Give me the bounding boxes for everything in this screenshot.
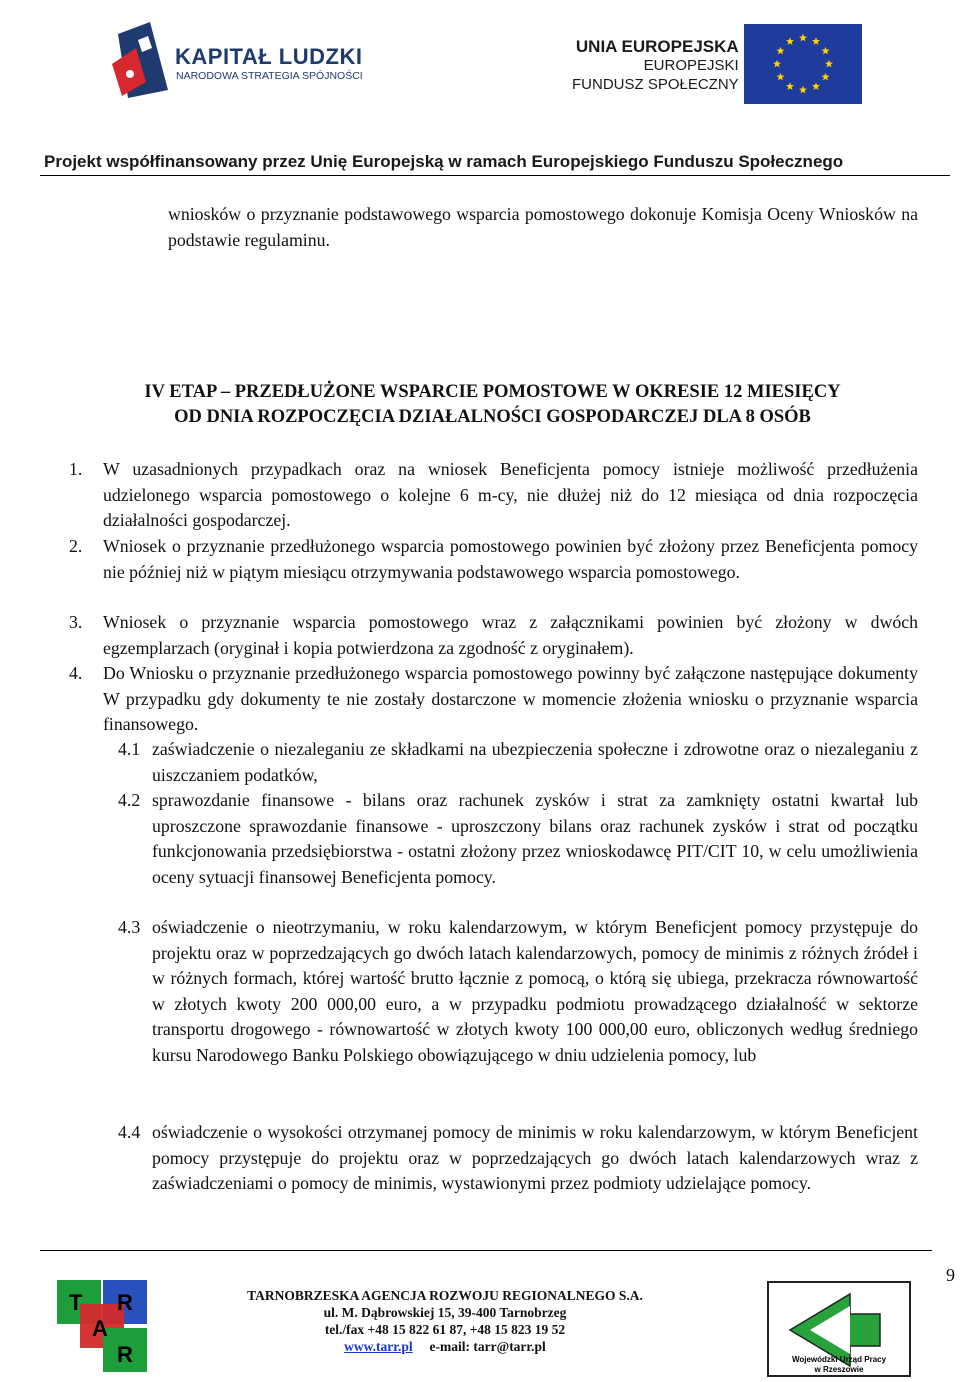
list-item-number: 4. xyxy=(69,663,83,683)
intro-paragraph: wniosków o przyznanie podstawowego wsparcia pomostowego dokonuje Komisja Oceny Wniosków na podstawie regulaminu. xyxy=(168,204,918,250)
kl-title: KAPITAŁ LUDZKI xyxy=(175,44,363,69)
list-item-text: Wniosek o przyznanie przedłużonego wsparcia pomostowego powinien być złożony przez Beneficjenta pomocy nie później niż w piątym miesiącu otrzymywania podstawowego wsparcia pomostowego. xyxy=(103,536,918,582)
sub-list-item-text: zaświadczenie o niezaleganiu ze składkami na ubezpieczenia społeczne i zdrowotne oraz o niezaleganiu z uiszczaniem podatków, xyxy=(152,739,918,785)
sub-list-item-number: 4.1 xyxy=(118,739,141,759)
sub-list-item xyxy=(118,1120,918,1197)
wup-rzeszow-logo xyxy=(750,1280,920,1378)
header-divider xyxy=(40,175,950,176)
list-item-number: 2. xyxy=(69,536,83,556)
sub-list-item-number: 4.3 xyxy=(118,917,141,937)
sub-list-item-number: 4.2 xyxy=(118,790,141,810)
section-title-line2: OD DNIA ROZPOCZĘCIA DZIAŁALNOŚCI GOSPODARCZEJ DLA 8 OSÓB xyxy=(174,407,811,427)
list-item-text: Do Wniosku o przyznanie przedłużonego wsparcia pomostowego powinny być załączone następujące dokumenty W przypadku gdy dokumenty te nie zostały dostarczone w momencie złożenia wniosku o przyznanie wsparcia finansowego. xyxy=(103,663,918,734)
list-item xyxy=(69,457,918,534)
sub-list-item xyxy=(118,788,918,890)
sub-list-item xyxy=(118,737,918,788)
section-title xyxy=(40,380,945,430)
section-title-line1: IV ETAP – PRZEDŁUŻONE WSPARCIE POMOSTOWE W OKRESIE 12 MIESIĘCY xyxy=(144,382,841,402)
list-item-text: Wniosek o przyznanie wsparcia pomostowego wraz z załącznikami powinien być złożony w dwóch egzemplarzach (oryginał i kopia potwierdzona za zgodność z oryginałem). xyxy=(103,612,918,658)
list-item xyxy=(69,610,918,661)
footer-www-link[interactable]: www.tarr.pl xyxy=(344,1339,413,1354)
list-item-number: 3. xyxy=(69,612,83,632)
kl-subtitle: NARODOWA STRATEGIA SPÓJNOŚCI xyxy=(176,70,363,82)
footer-divider xyxy=(40,1250,932,1251)
list-item-text: W uzasadnionych przypadkach oraz na wniosek Beneficjenta pomocy istnieje możliwość przedłużenia udzielonego wsparcia pomostowego o kolejne 6 m-cy, nie dłużej niż do 12 miesiąca od dnia rozpoczęcia działalności gospodarczej. xyxy=(103,459,918,530)
eu-flag-icon xyxy=(744,24,862,104)
footer-web-email xyxy=(200,1338,690,1355)
ue-line2: EUROPEJSKI xyxy=(643,57,739,74)
ue-text-block xyxy=(572,37,739,94)
tarr-letter-a: A xyxy=(92,1316,108,1341)
list-item-number: 1. xyxy=(69,459,83,479)
tarr-letter-r1: R xyxy=(117,1290,133,1315)
footer-contact xyxy=(200,1287,690,1355)
footer-email: e-mail: tarr@tarr.pl xyxy=(429,1339,546,1354)
sub-list-item xyxy=(118,915,918,1068)
tarr-letter-t: T xyxy=(69,1290,83,1315)
footer-phone: tel./fax +48 15 822 61 87, +48 15 823 19 52 xyxy=(324,1322,566,1337)
sub-list-item-number: 4.4 xyxy=(118,1122,141,1142)
wup-line1: Wojewódzki Urząd Pracy xyxy=(791,1355,887,1364)
list-item xyxy=(69,534,918,585)
tarr-letter-r2: R xyxy=(117,1342,133,1367)
ue-line3: FUNDUSZ SPOŁECZNY xyxy=(572,76,739,93)
sub-list-item-text: oświadczenie o nieotrzymaniu, w roku kalendarzowym, w którym Beneficjent pomocy przystępuje do projektu oraz w poprzedzających go dwóch latach kalendarzowych, pomocy de minimis z różnych źródeł i w różnych formach, której wartość brutto łącznie z pomocą, o którą się ubiega, przekracza równowartość w złotych kwoty 200 000,00 euro, a w przypadku podmiotu prowadzącego działalność w sektorze transportu drogowego - równowartość w złotych kwoty 100 000,00 euro, obliczonych według średniego kursu Narodowego Banku Polskiego obowiązującego w dniu udzielenia pomocy, lub xyxy=(152,917,918,1065)
tarr-logo xyxy=(55,1278,151,1374)
sub-list-item-text: oświadczenie o wysokości otrzymanej pomocy de minimis w roku kalendarzowym, w którym Beneficjent pomocy przystępuje do projektu oraz w poprzedzających go dwóch latach kalendarzowych wraz z zaświadczeniami o pomocy de minimis, wystawionymi przez podmioty udzielające pomocy. xyxy=(152,1122,918,1193)
footer-org-name: TARNOBRZESKA AGENCJA ROZWOJU REGIONALNEGO S.A. xyxy=(247,1288,643,1303)
ue-line1: UNIA EUROPEJSKA xyxy=(575,37,739,56)
project-cofinancing-line: Projekt współfinansowany przez Unię Europejską w ramach Europejskiego Funduszu Społecznego xyxy=(44,152,844,171)
list-item xyxy=(69,661,918,738)
sub-list-item-text: sprawozdanie finansowe - bilans oraz rachunek zysków i strat za zamknięty ostatni kwartał lub uproszczone sprawozdanie finansowe - uproszczony bilans oraz rachunek zysków i strat od początku funkcjonowania przedsiębiorstwa - ostatni złożony przez wnioskodawcę PIT/CIT 10, w celu umożliwienia oceny sytuacji finansowej Beneficjenta pomocy. xyxy=(152,790,918,887)
footer-address: ul. M. Dąbrowskiej 15, 39-400 Tarnobrzeg xyxy=(323,1305,567,1320)
page-number: 9 xyxy=(946,1265,955,1285)
wup-line2: w Rzeszowie xyxy=(814,1365,864,1374)
